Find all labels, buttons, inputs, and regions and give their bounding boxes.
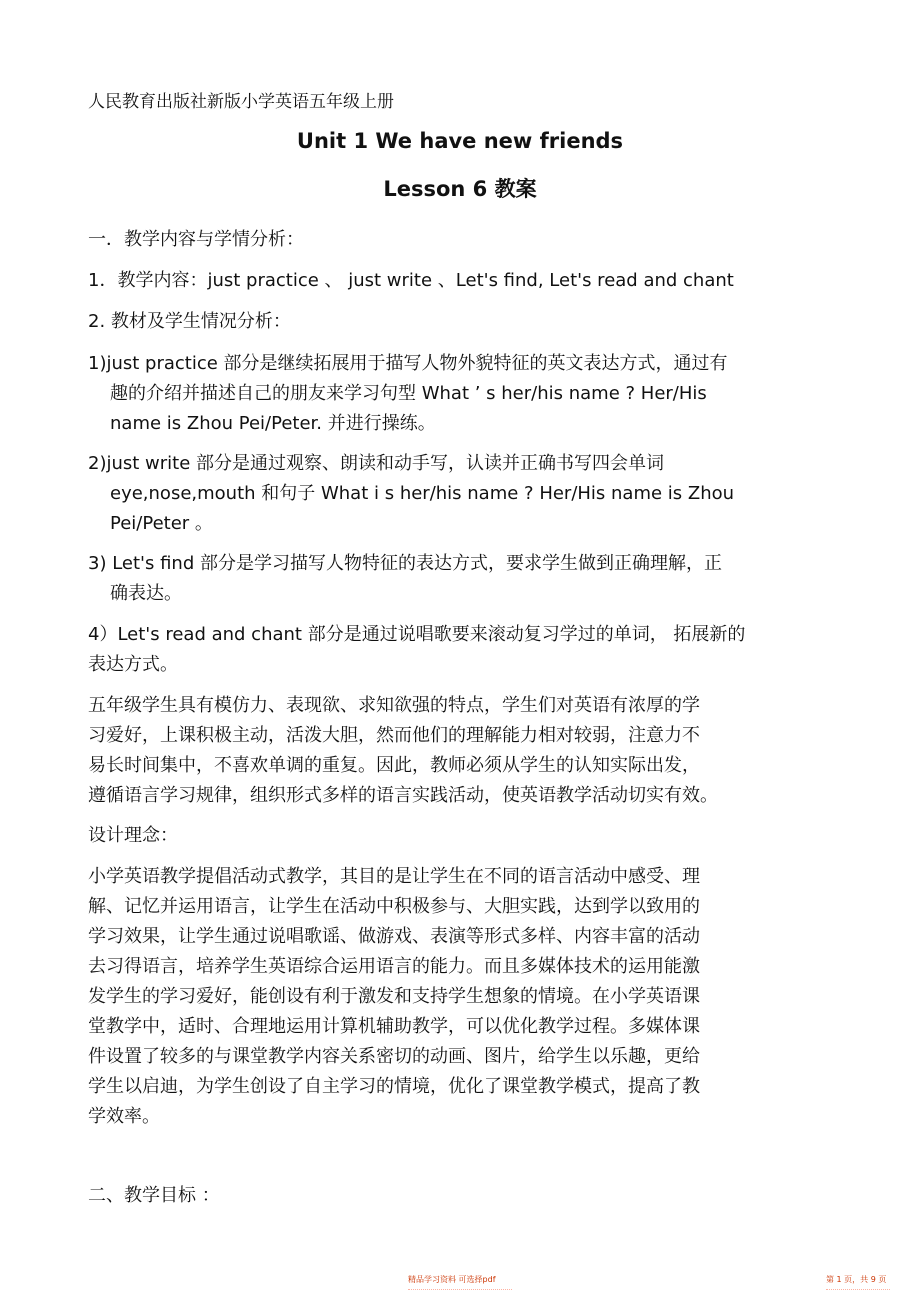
paragraph-line: 小学英语教学提倡活动式教学，其目的是让学生在不同的语言活动中感受、理	[88, 866, 700, 887]
paragraph-line: 遵循语言学习规律，组织形式多样的语言实践活动，使英语教学活动切实有效。	[88, 785, 718, 806]
section1-heading: 一．教学内容与学情分析：	[88, 229, 304, 250]
footer-left-dots	[408, 1289, 512, 1290]
paragraph-line: 4）Let's read and chant 部分是通过说唱歌要来滚动复习学过的单词， 拓展新的	[88, 624, 746, 645]
paragraph-line: 2)just write 部分是通过观察、朗读和动手写，认读并正确书写四会单词	[88, 453, 665, 474]
section2-heading: 二、教学目标 ：	[88, 1185, 220, 1206]
analysis-item: 2. 教材及学生情况分析：	[88, 311, 291, 332]
paragraph-line: 学习效果，让学生通过说唱歌谣、做游戏、表演等形式多样、内容丰富的活动	[88, 926, 700, 947]
footer-left-note: 精品学习资料 可选择pdf	[408, 1275, 496, 1284]
teaching-content-item: 1．教学内容：just practice 、 just write 、Let's find, Let's read and chant	[88, 270, 734, 291]
paragraph-design-concept	[88, 862, 830, 1132]
paragraph-line: 1)just practice 部分是继续拓展用于描写人物外貌特征的英文表达方式，通过有	[88, 353, 728, 374]
paragraph-just-write	[88, 449, 830, 539]
paragraph-line: 表达方式。	[88, 654, 178, 675]
paragraph-line: 学效率。	[88, 1106, 160, 1127]
design-concept-heading: 设计理念：	[88, 825, 178, 846]
footer-page-number: 第 1 页，共 9 页	[826, 1275, 887, 1284]
paragraph-line: Pei/Peter 。	[110, 513, 213, 534]
paragraph-line: 堂教学中，适时、合理地运用计算机辅助教学，可以优化教学过程。多媒体课	[88, 1016, 700, 1037]
paragraph-line: 发学生的学习爱好，能创设有利于激发和支持学生想象的情境。在小学英语课	[88, 986, 700, 1007]
paragraph-line: 趣的介绍并描述自己的朋友来学习句型 What ’ s her/his name ? Her/His	[110, 383, 707, 404]
footer-right-dots	[826, 1289, 890, 1290]
paragraph-line: 去习得语言，培养学生英语综合运用语言的能力。而且多媒体技术的运用能激	[88, 956, 700, 977]
unit-title: Unit 1 We have new friends	[296, 129, 624, 153]
paragraph-lets-find	[88, 549, 830, 609]
paragraph-line: 件设置了较多的与课堂教学内容关系密切的动画、图片，给学生以乐趣，更给	[88, 1046, 700, 1067]
paragraph-line: 3) Let's find 部分是学习描写人物特征的表达方式，要求学生做到正确理解，正	[88, 553, 722, 574]
paragraph-line: 易长时间集中，不喜欢单调的重复。因此，教师必须从学生的认知实际出发，	[88, 755, 700, 776]
paragraph-just-practice	[88, 349, 830, 439]
paragraph-line: eye,nose,mouth 和句子 What i s her/his name ? Her/His name is Zhou	[110, 483, 735, 504]
publisher-line: 人民教育出版社新版小学英语五年级上册	[88, 92, 394, 112]
paragraph-line: name is Zhou Pei/Peter. 并进行操练。	[110, 413, 436, 434]
paragraph-lets-read-chant	[88, 620, 830, 680]
paragraph-line: 习爱好，上课积极主动，活泼大胆，然而他们的理解能力相对较弱，注意力不	[88, 725, 700, 746]
paragraph-line: 学生以启迪，为学生创设了自主学习的情境，优化了课堂教学模式，提高了教	[88, 1076, 700, 1097]
lesson-title: Lesson 6 教案	[383, 177, 537, 201]
paragraph-student-analysis	[88, 691, 830, 811]
paragraph-line: 确表达。	[110, 583, 182, 604]
paragraph-line: 解、记忆并运用语言，让学生在活动中积极参与、大胆实践，达到学以致用的	[88, 896, 700, 917]
paragraph-line: 五年级学生具有模仿力、表现欲、求知欲强的特点，学生们对英语有浓厚的学	[88, 695, 700, 716]
